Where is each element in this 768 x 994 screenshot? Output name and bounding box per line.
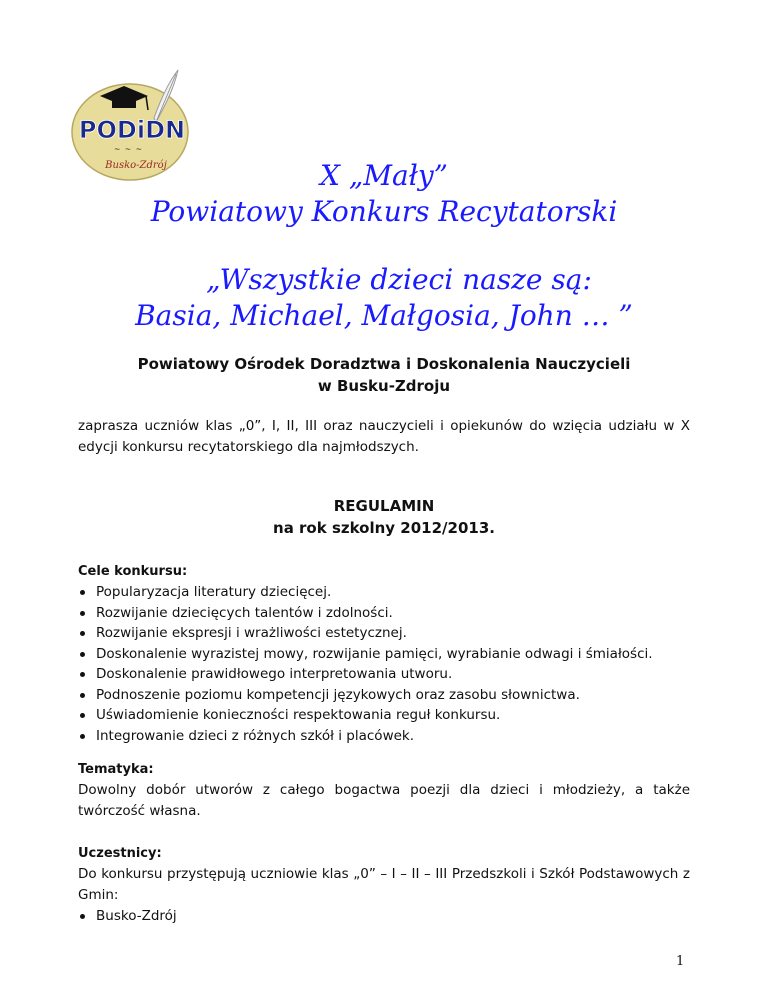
list-item: Uświadomienie konieczności respektowania reguł konkursu.: [78, 705, 653, 726]
intro-paragraph: zaprasza uczniów klas „0”, I, II, III oraz nauczycieli i opiekunów do wzięcia udziału w X edycji konkursu recytatorskiego dla najmłodszych.: [78, 418, 690, 455]
cele-list: [78, 582, 653, 746]
logo-text: PODiDN: [78, 116, 186, 144]
list-item: Rozwijanie ekspresji i wrażliwości estetycznej.: [78, 623, 653, 644]
list-item: Rozwijanie dziecięcych talentów i zdolności.: [78, 603, 653, 624]
title-line-2: Powiatowy Konkurs Recytatorski: [150, 195, 618, 228]
uczestnicy-label: Uczestnicy:: [78, 846, 162, 861]
regulamin-heading: REGULAMIN: [333, 497, 435, 515]
gminy-list: [78, 906, 177, 927]
page-number: 1: [676, 954, 685, 969]
organizer-line-2: w Busku-Zdroju: [317, 377, 451, 395]
list-item: Podnoszenie poziomu kompetencji językowych oraz zasobu słownictwa.: [78, 685, 653, 706]
list-item: Busko-Zdrój: [78, 906, 177, 927]
bullet-icon: [80, 713, 85, 718]
organizer-line-1: Powiatowy Ośrodek Doradztwa i Doskonalenia Nauczycieli: [137, 355, 631, 373]
bullet-icon: [80, 590, 85, 595]
list-item: Integrowanie dzieci z różnych szkół i placówek.: [78, 726, 653, 747]
tematyka-text: Dowolny dobór utworów z całego bogactwa poezji dla dzieci i młodzieży, a także twórczość własna.: [78, 782, 690, 819]
list-item: Popularyzacja literatury dziecięcej.: [78, 582, 653, 603]
logo-subtext: Busko-Zdrój: [105, 160, 167, 171]
title-line-1: X „Mały”: [320, 159, 448, 192]
bullet-icon: [80, 672, 85, 677]
bullet-icon: [80, 734, 85, 739]
bullet-icon: [80, 611, 85, 616]
regulamin-year: na rok szkolny 2012/2013.: [273, 519, 495, 537]
bullet-icon: [80, 631, 85, 636]
list-item: Doskonalenie prawidłowego interpretowania utworu.: [78, 664, 653, 685]
cele-label: Cele konkursu:: [78, 564, 188, 579]
tematyka-label: Tematyka:: [78, 762, 154, 777]
uczestnicy-text: Do konkursu przystępują uczniowie klas „0” – I – II – III Przedszkoli i Szkół Podstawowych z Gmin:: [78, 866, 690, 903]
list-item: Doskonalenie wyrazistej mowy, rozwijanie pamięci, wyrabianie odwagi i śmiałości.: [78, 644, 653, 665]
title-line-4: Basia, Michael, Małgosia, John … ”: [135, 299, 633, 332]
bullet-icon: [80, 693, 85, 698]
svg-text:~ ~ ~: ~ ~ ~: [114, 145, 142, 155]
bullet-icon: [80, 914, 85, 919]
bullet-icon: [80, 652, 85, 657]
title-line-3: „Wszystkie dzieci nasze są:: [206, 263, 592, 296]
